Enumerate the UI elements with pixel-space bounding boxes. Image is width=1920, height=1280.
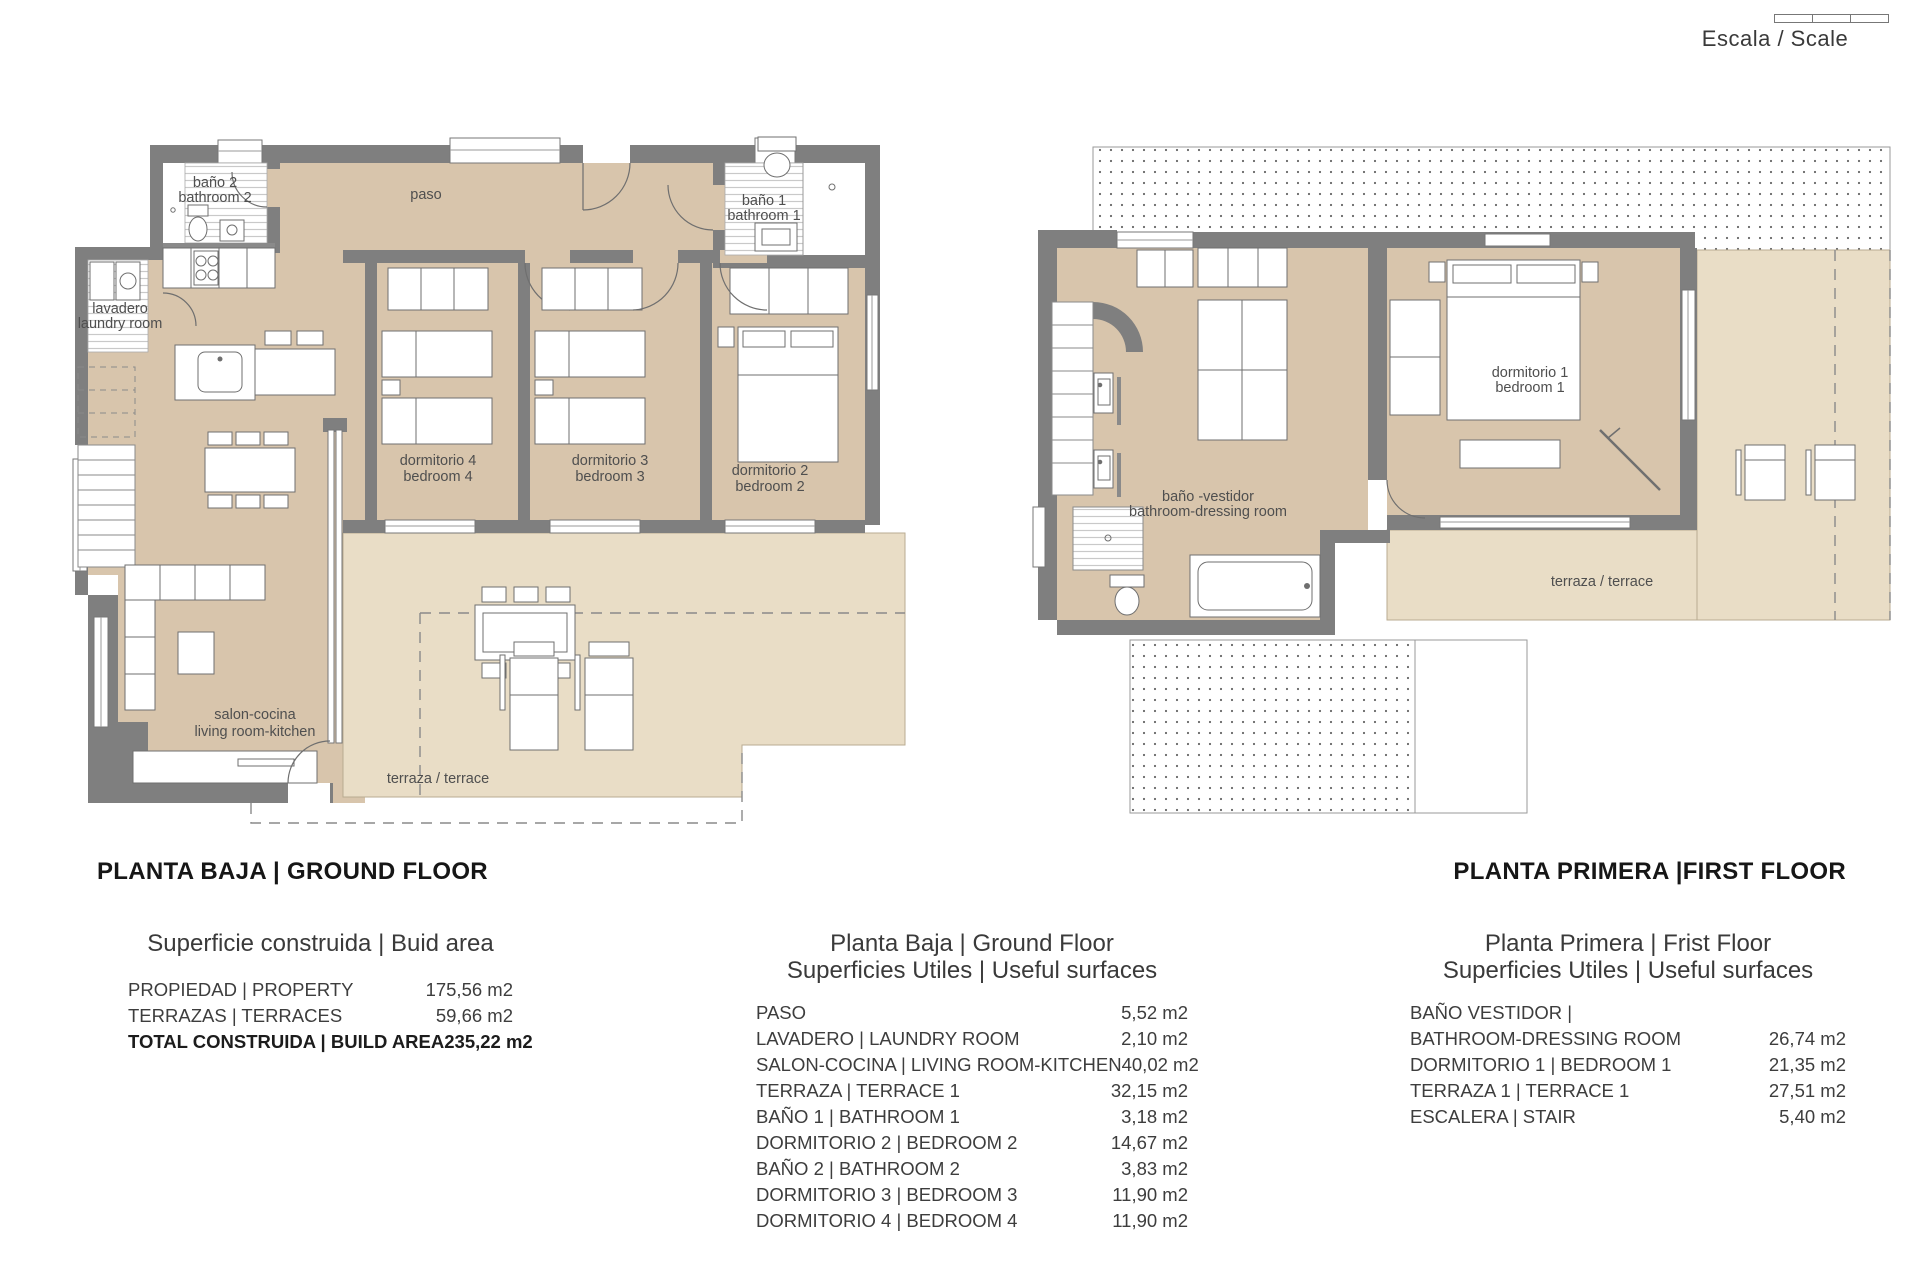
room-label: bedroom 3 (575, 469, 645, 485)
terrace-floor (1697, 250, 1890, 620)
room-label: lavadero (92, 301, 148, 317)
room-label: baño 1 (741, 193, 787, 209)
row-label: DORMITORIO 4 | BEDROOM 4 (756, 1210, 1018, 1231)
scale-bar (1775, 14, 1889, 23)
table-row (756, 1130, 1188, 1156)
row-label: LAVADERO | LAUNDRY ROOM (756, 1028, 1020, 1049)
dining-table (205, 432, 295, 508)
bedroom2 (718, 268, 848, 462)
ground-floor-surfaces-table (756, 930, 1199, 1234)
row-value: 26,74 m2 (1768, 1028, 1846, 1049)
entry-door-gap (583, 145, 630, 163)
row-value: 3,18 m2 (1121, 1106, 1188, 1127)
table-subtitle: Superficies Utiles | Useful surfaces (786, 957, 1158, 984)
row-label: TERRAZA | TERRACE 1 (756, 1080, 960, 1101)
table-row (1410, 1000, 1846, 1026)
row-value: 32,15 m2 (1110, 1080, 1188, 1101)
row-label: BAÑO 1 | BATHROOM 1 (756, 1106, 960, 1127)
table-row (756, 1078, 1188, 1104)
table-row (128, 977, 513, 1003)
table-row (1410, 1026, 1846, 1052)
pergola-outline (1415, 640, 1527, 813)
toilet-icon (758, 137, 796, 151)
row-label: PROPIEDAD | PROPERTY (128, 979, 354, 1000)
stairs (1052, 302, 1093, 495)
ground-floor-heading: PLANTA BAJA | GROUND FLOOR (97, 858, 488, 885)
room-label: bathroom 2 (178, 190, 252, 206)
row-value: 11,90 m2 (1112, 1184, 1188, 1205)
table-row (756, 1052, 1199, 1078)
bedroom4 (382, 268, 492, 444)
room-label: living room-kitchen (194, 724, 316, 740)
room-label: bathroom-dressing room (1129, 504, 1287, 520)
table-row (756, 1156, 1188, 1182)
table-row (1410, 1052, 1846, 1078)
table-row (128, 1003, 513, 1029)
row-value: 27,51 m2 (1768, 1080, 1846, 1101)
row-label: TERRAZAS | TERRACES (128, 1005, 343, 1026)
row-label: PASO (756, 1002, 807, 1023)
scale-bar-segment (1774, 14, 1813, 23)
first-floor-plan (1030, 135, 1920, 835)
table-row (128, 1029, 533, 1055)
table-subtitle: Superficies Utiles | Useful surfaces (1442, 957, 1814, 984)
row-label: DORMITORIO 2 | BEDROOM 2 (756, 1132, 1018, 1153)
room-label: salon-cocina (214, 707, 296, 723)
row-value: 2,10 m2 (1121, 1028, 1188, 1049)
table-row (1410, 1078, 1846, 1104)
row-value: 14,67 m2 (1110, 1132, 1188, 1153)
room-label: baño -vestidor (1162, 489, 1254, 505)
row-value: 11,90 m2 (1112, 1210, 1188, 1231)
room-label: terraza / terrace (386, 771, 490, 787)
room-label: dormitorio 3 (571, 453, 649, 469)
pergola-dotted-area (1130, 640, 1415, 813)
tv-unit (133, 751, 317, 783)
table-title: Planta Primera | Frist Floor (1484, 930, 1772, 957)
table-row (756, 1026, 1188, 1052)
room-label: paso (410, 187, 442, 203)
row-label: DORMITORIO 3 | BEDROOM 3 (756, 1184, 1018, 1205)
built-area-table (128, 930, 533, 1055)
table-row (756, 1182, 1188, 1208)
stove-icon (194, 251, 218, 285)
room-label: dormitorio 1 (1491, 365, 1569, 381)
bed (382, 331, 492, 377)
row-value: 5,40 m2 (1779, 1106, 1846, 1127)
row-label: BAÑO 2 | BATHROOM 2 (756, 1158, 960, 1179)
room-label: bathroom 1 (727, 208, 801, 224)
table-row (756, 1000, 1188, 1026)
room-label: baño 2 (192, 175, 238, 191)
row-value: 175,56 m2 (425, 979, 513, 1000)
row-value: 3,83 m2 (1121, 1158, 1188, 1179)
room-label: laundry room (77, 316, 163, 332)
room-label: terraza / terrace (1550, 574, 1654, 590)
row-label: BATHROOM-DRESSING ROOM (1410, 1028, 1681, 1049)
row-value: 59,66 m2 (435, 1005, 513, 1026)
row-value: 235,22 m2 (444, 1031, 533, 1052)
scale-bar-segment (1850, 14, 1889, 23)
first-floor-heading: PLANTA PRIMERA |FIRST FLOOR (1453, 858, 1846, 885)
toilet-icon (1110, 575, 1144, 587)
table-title: Planta Baja | Ground Floor (830, 930, 1114, 957)
room-label: dormitorio 4 (399, 453, 477, 469)
row-label: BAÑO VESTIDOR | (1410, 1002, 1573, 1023)
row-label: TOTAL CONSTRUIDA | BUILD AREA (128, 1031, 445, 1052)
table-row (756, 1104, 1188, 1130)
ground-floor-plan (70, 135, 910, 835)
terrace-door-gap (288, 783, 330, 803)
row-value: 21,35 m2 (1768, 1054, 1846, 1075)
row-value: 40,02 m2 (1121, 1054, 1199, 1075)
bathtub-icon (1190, 555, 1320, 617)
table-title: Superficie construida | Buid area (147, 930, 494, 957)
room-label: bedroom 4 (403, 469, 473, 485)
scale-bar-segment (1812, 14, 1851, 23)
first-floor-surfaces-table (1410, 930, 1846, 1130)
row-label: ESCALERA | STAIR (1410, 1106, 1576, 1127)
row-label: DORMITORIO 1 | BEDROOM 1 (1410, 1054, 1672, 1075)
room-label: bedroom 1 (1495, 380, 1565, 396)
table-row (756, 1208, 1188, 1234)
bed (535, 398, 645, 444)
table-row (1410, 1104, 1846, 1130)
room-label: dormitorio 2 (731, 463, 809, 479)
bedroom3 (535, 268, 645, 444)
bed (382, 398, 492, 444)
bed (535, 331, 645, 377)
row-value: 5,52 m2 (1121, 1002, 1188, 1023)
row-label: TERRAZA 1 | TERRACE 1 (1410, 1080, 1630, 1101)
row-label: SALON-COCINA | LIVING ROOM-KITCHEN (756, 1054, 1122, 1075)
room-label: bedroom 2 (735, 479, 805, 495)
scale-label: Escala / Scale (1701, 26, 1849, 51)
bed (1447, 260, 1580, 420)
